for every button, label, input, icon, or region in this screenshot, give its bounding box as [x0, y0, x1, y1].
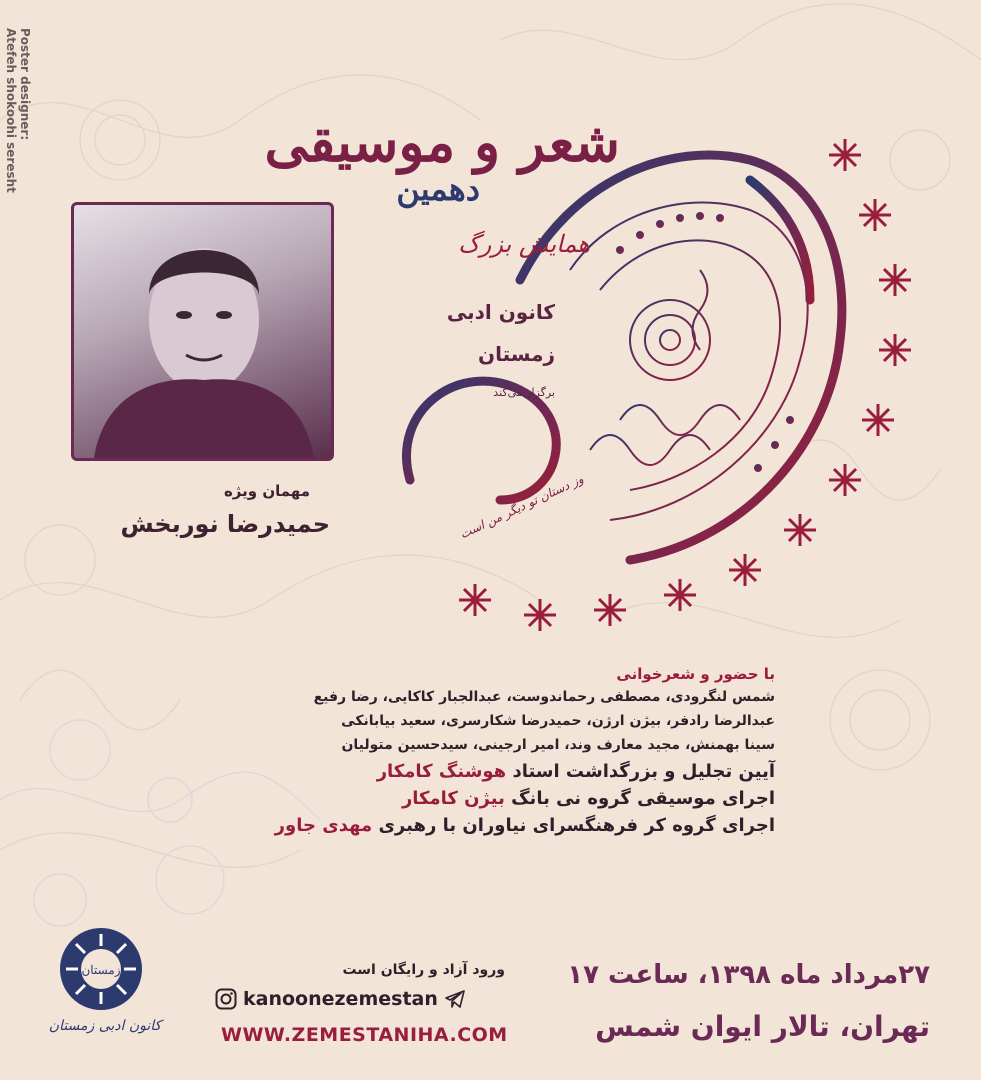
website-link[interactable]: WWW.ZEMESTANIHA.COM	[221, 1024, 508, 1046]
music-name: بیژن کامکار	[401, 788, 505, 809]
music-prefix: اجرای موسیقی گروه نی بانگ	[511, 788, 775, 809]
designer-name: Atefeh shokoohi seresht	[4, 28, 18, 193]
choir-prefix: اجرای گروه کر فرهنگسرای نیاوران با رهبری	[378, 815, 775, 836]
organizer-name: کانون ادبی	[446, 300, 555, 324]
organizer-name-line2: زمستان	[478, 342, 555, 366]
social-row	[215, 988, 525, 1010]
designer-label: Poster designer:	[18, 28, 32, 141]
special-guest-name: حمیدرضا نوربخش	[120, 510, 330, 538]
logo-caption: کانون ادبی زمستان	[48, 1018, 162, 1034]
program-section	[230, 665, 775, 842]
guest-portrait-icon	[74, 205, 331, 458]
poets-heading: با حضور و شعرخوانی	[616, 665, 775, 683]
kanoon-logo	[58, 926, 144, 1012]
telegram-icon[interactable]	[444, 988, 466, 1010]
event-date: ۲۷مرداد ماه ۱۳۹۸، ساعت ۱۷	[567, 960, 930, 990]
choir-performance	[230, 815, 775, 836]
poets-line: عبدالرضا رادفر، بیژن ارژن، حمیدرضا شکارسری، سعید بیابانکی	[341, 713, 775, 729]
poets-line: شمس لنگرودی، مصطفی رحماندوست، عبدالجبار کاکایی، رضا رفیع	[313, 689, 775, 705]
music-performance	[230, 788, 775, 809]
poster-designer-credit	[4, 28, 32, 193]
instagram-handle[interactable]: kanoonezemestan	[243, 988, 438, 1010]
guest-photo	[71, 202, 334, 461]
honor-prefix: آیین تجلیل و بزرگداشت استاد	[512, 761, 775, 782]
title-subtitle: همایش بزرگ	[458, 230, 590, 258]
poets-line: سینا بهمنش، مجید معارف وند، امیر ارجینی، سیدحسین متولیان	[341, 737, 775, 753]
event-place: تهران، تالار ایوان شمس	[595, 1010, 930, 1043]
organizer-holds: برگزار می‌کند	[493, 386, 555, 399]
choir-name: مهدی جاور	[274, 815, 373, 836]
special-guest-label: مهمان ویژه	[223, 482, 310, 500]
honor-name: هوشنگ کامکار	[376, 761, 507, 782]
instagram-icon[interactable]	[215, 988, 237, 1010]
logo-text: زمستان	[81, 963, 121, 977]
title-edition: دهمین	[396, 170, 480, 208]
title-main: شعر و موسیقی	[264, 110, 620, 174]
honor-ceremony	[230, 761, 775, 782]
ornament-poem: وز دستان تو دیگر من است	[457, 471, 586, 542]
free-entry: ورود آزاد و رایگان است	[342, 962, 505, 978]
festival-title	[264, 40, 670, 300]
